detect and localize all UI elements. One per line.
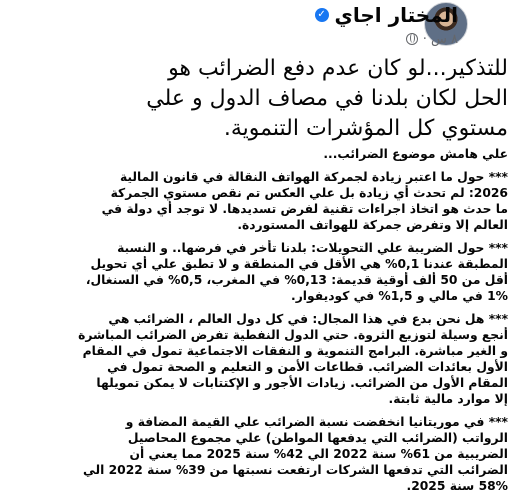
body-line: المطبقة عندنا 0,1% هي الأقل في المنطقة و لا تطبق علي أي تحويل	[90, 257, 508, 271]
body-line: ما حدث هو اتخاذ اجراءات تقنية لفرض تسديدها. لا توجد أي دولة في	[101, 202, 508, 216]
body-line: *** هل نحن بدع في هذا المجال: في كل دول العالم ، الضرائب هي	[108, 312, 508, 326]
headline-line: للتذكير...لو كان عدم دفع الضرائب هو	[168, 56, 508, 81]
body-line: 58% سنة 2025.	[406, 479, 508, 493]
body-line: المقام الأول من الضرائب. زيادات الأجور و الإكتتابات لا يمكن تمويلها	[96, 376, 508, 390]
body-line: *** في موريتانيا انخفضت نسبة الضرائب علي القيمة المضافة و	[125, 415, 508, 429]
body-line: *** حول ما اعتبر زيادة لجمركة الهواتف النقالة في قانون المالية	[119, 170, 508, 184]
headline-line: الحل لكان بلدنا في مصاف الدول و علي	[146, 86, 508, 111]
post-header	[315, 2, 458, 28]
post-body	[0, 146, 508, 494]
post-timestamp[interactable]: ٨ س ·	[422, 31, 458, 47]
body-line: أنجع وسيلة لتوزيع الثروة. حتي الدول النفطية تفرض الضرائب المباشرة	[78, 328, 508, 342]
body-line: أقل من 50 ألف أوقية قديمة: 0,13% في المغرب، 0,5% في السنغال،	[85, 273, 508, 287]
body-line: إلا موارد مالية ثابتة.	[388, 392, 508, 406]
body-line: 2026: لم تحدث أي زيادة بل علي العكس تم نقص مستوي الجمركة	[110, 186, 508, 200]
body-line: الضرائب التي تدفعها الشركات ارتفعت نسبتها من 39% سنة 2022 الي	[83, 463, 508, 477]
headline-line: مستوي كل المؤشرات التنموية.	[223, 116, 508, 141]
body-line: 1% في مالي و 1,5% في كوديفوار.	[291, 289, 508, 303]
body-line: الرواتب (الضرائب التي يدفعها المواطن) علي مجموع المحاصيل	[127, 431, 508, 445]
verified-badge-icon: ✓	[315, 8, 329, 22]
body-line: الضريبية من 61% سنة 2022 الي 42% سنة 2025 مما يعني أن	[129, 447, 508, 461]
post-headline	[0, 54, 508, 144]
globe-icon	[406, 33, 418, 45]
intro-line: علي هامش موضوع الضرائب...	[323, 147, 508, 161]
body-line: العالم إلا وتفرض جمركة للهواتف المستوردة.	[237, 218, 508, 232]
body-line: *** حول الضريبة علي التحويلات: بلدنا تأخر في فرضها.. و النسبة	[117, 241, 508, 255]
author-name[interactable]: المختار اجاي	[334, 3, 458, 27]
body-line: الأول بعائدات الضرائب. قطاعات الأمن و التعليم و الصحة تمول في	[107, 360, 508, 374]
body-line: و الغير مباشرة. البرامج التنموية و النفقات الاجتماعية تمول في المقام	[82, 344, 508, 358]
post-meta	[406, 30, 458, 48]
